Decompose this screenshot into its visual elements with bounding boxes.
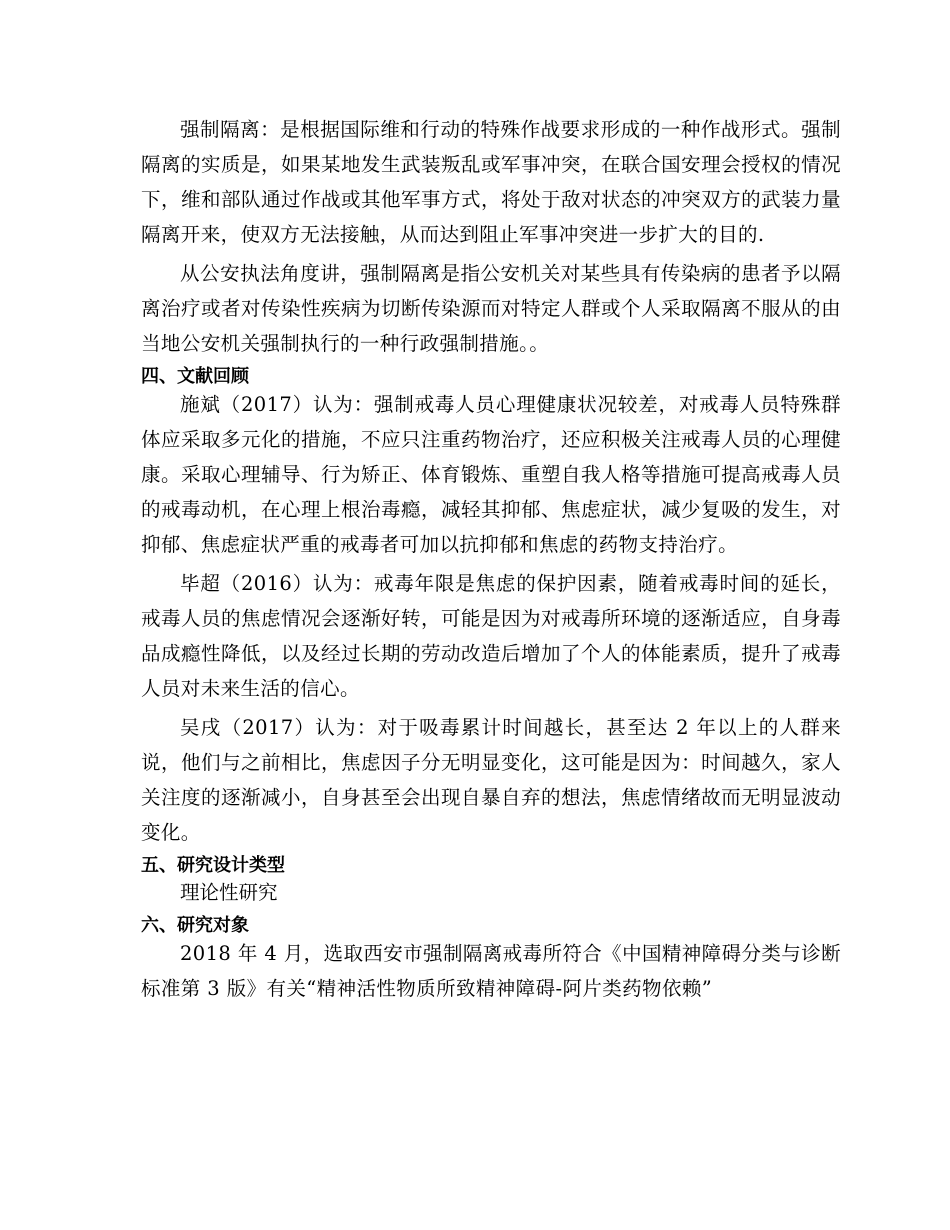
paragraph-subjects: 2018 年 4 月，选取西安市强制隔离戒毒所符合《中国精神障碍分类与诊断标准第 3 版》有关“精神活性物质所致精神障碍-阿片类药物依赖” <box>141 942 841 1000</box>
paragraph-design-type: 理论性研究 <box>180 881 278 904</box>
section-heading-literature-review: 四、文献回顾 <box>141 366 249 387</box>
section-heading-design-type: 五、研究设计类型 <box>141 855 285 876</box>
section-heading-subjects: 六、研究对象 <box>141 915 249 936</box>
paragraph-review-bi: 毕超（2016）认为：戒毒年限是焦虑的保护因素，随着戒毒时间的延长，戒毒人员的焦虑情况会逐渐好转，可能是因为对戒毒所环境的逐渐适应，自身毒品成瘾性降低，以及经过长期的劳动改造后增加了个人的体能素质，提升了戒毒人员对未来生活的信心。 <box>141 572 841 700</box>
paragraph-isolation-police: 从公安执法角度讲，强制隔离是指公安机关对某些具有传染病的患者予以隔离治疗或者对传染性疾病为切断传染源而对特定人群或个人采取隔离不服从的由当地公安机关强制执行的一种行政强制措施。。 <box>141 262 841 355</box>
paragraph-review-wu: 吴戌（2017）认为：对于吸毒累计时间越长，甚至达 2 年以上的人群来说，他们与之前相比，焦虑因子分无明显变化，这可能是因为：时间越久，家人关注度的逐渐减小，自身甚至会出现自暴自弃的想法，焦虑情绪故而无明显波动变化。 <box>141 716 841 844</box>
paragraph-review-shi: 施斌（2017）认为：强制戒毒人员心理健康状况较差，对戒毒人员特殊群体应采取多元化的措施，不应只注重药物治疗，还应积极关注戒毒人员的心理健康。采取心理辅导、行为矫正、体育锻炼、重塑自我人格等措施可提高戒毒人员的戒毒动机，在心理上根治毒瘾，减轻其抑郁、焦虑症状，减少复吸的发生，对抑郁、焦虑症状严重的戒毒者可加以抗抑郁和焦虑的药物支持治疗。 <box>141 393 841 556</box>
document-page <box>141 112 841 1010</box>
paragraph-isolation-definition: 强制隔离：是根据国际维和行动的特殊作战要求形成的一种作战形式。强制隔离的实质是，如果某地发生武装叛乱或军事冲突，在联合国安理会授权的情况下，维和部队通过作战或其他军事方式，将处于敌对状态的冲突双方的武装力量隔离开来，使双方无法接触，从而达到阻止军事冲突进一步扩大的目的. <box>141 118 841 246</box>
